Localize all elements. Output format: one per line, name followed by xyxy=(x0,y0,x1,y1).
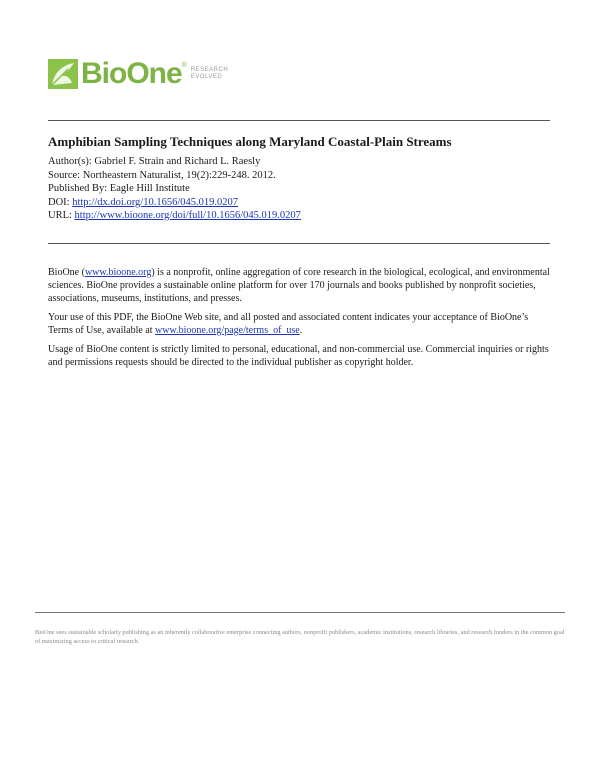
doi-label: DOI: xyxy=(48,196,70,208)
notice-paragraph-usage: Usage of BioOne content is strictly limited to personal, educational, and non-commercial use. Commercial inquiries or rights and permissions requests should be directed to the individual publisher as copyright holder. xyxy=(48,344,549,368)
authors-value: Gabriel F. Strain and Richard L. Raesly xyxy=(94,156,261,167)
source-line xyxy=(48,169,553,183)
source-value: Northeastern Naturalist, 19(2):229-248. 2012. xyxy=(82,169,276,181)
about-text-rest: ) is a nonprofit, online aggregation of core research in the biological, ecological, and environmental sciences. BioOne provides a sustainable online platform for over 170 journals and books published by nonprofit societies, associations, museums, institutions, and presses. xyxy=(48,267,550,304)
about-text-start: BioOne ( xyxy=(48,267,85,278)
source-label: Source: xyxy=(48,169,81,181)
logo-tagline xyxy=(191,67,228,81)
footer-divider xyxy=(35,612,565,613)
logo-wordmark: BioOne xyxy=(81,57,182,90)
article-metadata xyxy=(48,133,553,223)
logo-registered-mark: ® xyxy=(181,62,187,69)
article-title: Amphibian Sampling Techniques along Maryland Coastal-Plain Streams xyxy=(48,134,452,149)
middle-divider xyxy=(48,243,550,244)
authors-line xyxy=(48,155,553,169)
notice-paragraph-about xyxy=(48,266,553,305)
bioone-leaf-icon xyxy=(48,59,78,89)
terms-text-end: . xyxy=(299,325,303,336)
footer-statement: BioOne sees sustainable scholarly publishing as an inherently collaborative enterprise connecting authors, nonprofit publishers, academic institutions, research libraries, and research funders in the common goal of maximizing access to critical research. xyxy=(35,629,565,645)
notice-body xyxy=(48,266,553,375)
logo-tagline-line1: RESEARCH xyxy=(190,67,229,73)
logo-tagline-line2: EVOLVED xyxy=(190,74,223,80)
notice-paragraph-terms xyxy=(48,311,553,337)
terms-text-start: Your use of this PDF, the BioOne Web site, and all posted and associated content indicates your acceptance of BioOne’s Terms of Use, available at xyxy=(48,312,529,336)
top-divider xyxy=(48,120,550,121)
doi-line xyxy=(48,196,553,210)
publisher-label: Published By: xyxy=(48,183,108,194)
authors-label: Author(s): xyxy=(48,156,92,167)
url-label: URL: xyxy=(48,210,72,221)
doi-link[interactable]: http://dx.doi.org/10.1656/045.019.0207 xyxy=(72,196,238,208)
bioone-logo[interactable] xyxy=(48,56,244,92)
terms-of-use-link[interactable]: www.bioone.org/page/terms_of_use xyxy=(155,325,300,336)
bioone-home-link[interactable]: www.bioone.org xyxy=(84,267,152,278)
url-line xyxy=(48,209,553,223)
url-link[interactable]: http://www.bioone.org/doi/full/10.1656/045.019.0207 xyxy=(74,210,301,221)
publisher-line xyxy=(48,182,553,196)
publisher-value: Eagle Hill Institute xyxy=(109,183,190,194)
